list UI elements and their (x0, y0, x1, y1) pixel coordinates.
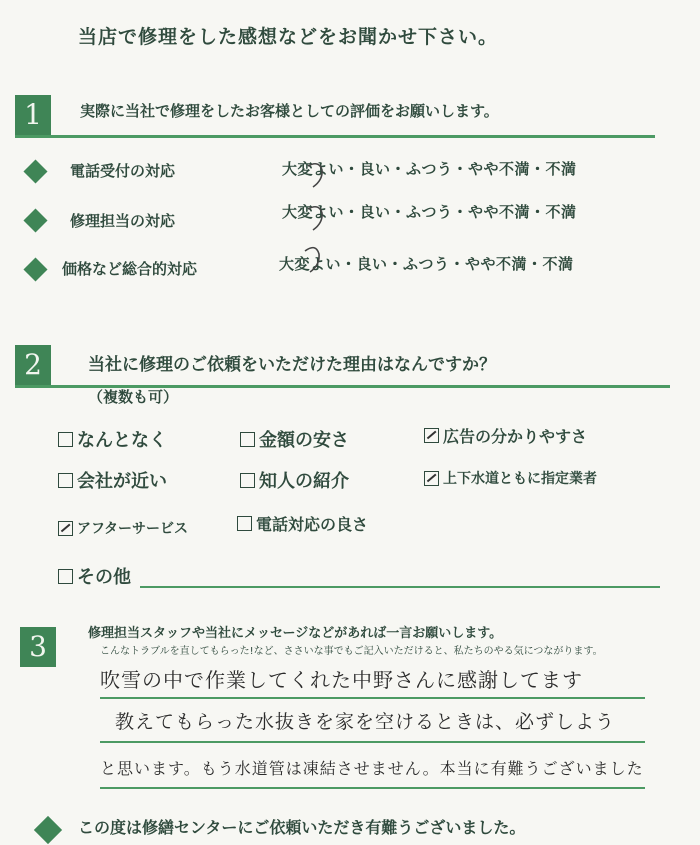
eval-scale-phone[interactable]: 大変よい・良い・ふつう・やや不満・不満 (282, 160, 577, 178)
section-1-divider (15, 135, 655, 138)
bullet-diamond-icon (23, 257, 47, 281)
selection-mark-icon (305, 162, 327, 190)
checkbox-checked-icon[interactable] (424, 428, 439, 443)
checkbox-icon[interactable] (240, 432, 255, 447)
option-near[interactable]: 会社が近い (58, 467, 167, 493)
bullet-diamond-icon (23, 159, 47, 183)
checkbox-checked-icon[interactable] (424, 471, 439, 486)
option-designated[interactable]: 上下水道ともに指定業者 (424, 468, 597, 488)
eval-label-overall: 価格など総合的対応 (62, 260, 198, 278)
bullet-diamond-icon (23, 208, 47, 232)
message-line-2: 教えてもらった水抜きを家を空けるときは、必ずしよう (115, 711, 616, 733)
section-3-number: 3 (20, 627, 56, 667)
option-other[interactable]: その他 (58, 563, 131, 589)
option-after-service[interactable]: アフターサービス (58, 518, 188, 538)
other-write-line[interactable] (140, 586, 660, 588)
message-write-line[interactable] (100, 741, 645, 743)
section-3-note: こんなトラブルを直してもらった!など、ささいな事でもご記入いただけると、私たちのやる気につながります。 (100, 646, 603, 657)
section-1-number: 1 (15, 95, 51, 135)
checkbox-icon[interactable] (58, 473, 73, 488)
section-3-heading: 修理担当スタッフや当社にメッセージなどがあれば一言お願いします。 (88, 626, 503, 641)
option-referral[interactable]: 知人の紹介 (240, 467, 349, 493)
section-1-heading: 実際に当社で修理をしたお客様としての評価をお願いします。 (80, 102, 499, 120)
form-title: 当店で修理をした感想などをお聞かせ下さい。 (78, 26, 499, 48)
checkbox-icon[interactable] (240, 473, 255, 488)
checkbox-icon[interactable] (58, 569, 73, 584)
message-line-3: と思います。もう水道管は凍結させません。本当に有難うございました (100, 759, 644, 778)
footer-thanks: この度は修繕センターにご依頼いただき有難うございました。 (78, 818, 526, 837)
message-write-line[interactable] (100, 787, 645, 789)
option-nantonaku[interactable]: なんとなく (58, 426, 167, 452)
section-2-note: （複数も可） (88, 388, 179, 406)
eval-scale-overall[interactable]: 大変よい・良い・ふつう・やや不満・不満 (279, 255, 574, 273)
message-line-1: 吹雪の中で作業してくれた中野さんに感謝してます (100, 668, 583, 692)
eval-label-repair: 修理担当の対応 (70, 212, 176, 230)
section-2-number: 2 (15, 345, 51, 385)
section-2-heading: 当社に修理のご依頼をいただけた理由はなんですか？ (88, 355, 496, 375)
selection-mark-icon (305, 205, 327, 233)
selection-mark-icon (302, 245, 324, 275)
footer-diamond-icon (34, 816, 62, 844)
checkbox-icon[interactable] (237, 516, 252, 531)
checkbox-checked-icon[interactable] (58, 521, 73, 536)
option-ad[interactable]: 広告の分かりやすさ (424, 424, 587, 447)
message-write-line[interactable] (100, 697, 645, 699)
eval-scale-repair[interactable]: 大変よい・良い・ふつう・やや不満・不満 (282, 203, 577, 221)
option-price[interactable]: 金額の安さ (240, 426, 349, 452)
eval-label-phone: 電話受付の対応 (70, 162, 176, 180)
option-phone-response[interactable]: 電話対応の良さ (237, 512, 368, 535)
checkbox-icon[interactable] (58, 432, 73, 447)
